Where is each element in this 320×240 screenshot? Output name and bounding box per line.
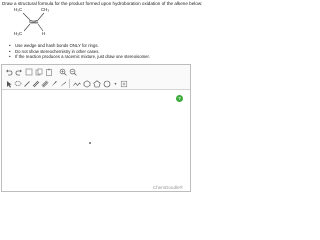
editor-toolbar-top	[2, 65, 190, 79]
bond-triple-icon[interactable]	[40, 79, 49, 88]
toolbar-divider	[69, 79, 70, 88]
molecule-label-top-left: H₃C	[14, 7, 23, 12]
more-tools-icon[interactable]	[119, 79, 128, 88]
editor-toolbar-tools	[2, 78, 190, 90]
chemdoodle-editor	[1, 64, 191, 192]
instruction-item: • Do not show stereochemistry in other cases.	[9, 49, 150, 55]
ring-dropdown-icon[interactable]: ▾	[114, 81, 117, 86]
question-prompt: Draw a structural formula for the product formed upon hydroboration oxidation of the alkene below:	[2, 1, 203, 6]
instructions-list	[9, 43, 150, 60]
paste-icon[interactable]	[44, 67, 53, 76]
help-icon[interactable]: ?	[176, 95, 183, 102]
canvas-center-marker	[89, 142, 91, 144]
molecule-label-center: C═C	[29, 19, 39, 24]
bond-double-icon[interactable]	[31, 79, 40, 88]
molecule-label-bottom-left: H₃C	[14, 31, 23, 36]
alkene-structure	[14, 7, 64, 39]
ring-hexagon-icon[interactable]	[82, 79, 91, 88]
chain-icon[interactable]	[72, 79, 81, 88]
bond-single-icon[interactable]	[22, 79, 31, 88]
instruction-item: • Use wedge and hash bonds ONLY for rings.	[9, 43, 150, 49]
wedge-bond-icon[interactable]	[49, 79, 58, 88]
molecule-label-bottom-right: H	[42, 31, 46, 36]
clear-icon[interactable]	[24, 67, 33, 76]
redo-icon[interactable]	[14, 67, 23, 76]
zoom-out-icon[interactable]	[68, 67, 77, 76]
zoom-in-icon[interactable]	[58, 67, 67, 76]
undo-icon[interactable]	[4, 67, 13, 76]
move-icon[interactable]	[4, 79, 13, 88]
drawing-canvas[interactable]	[2, 90, 190, 193]
molecule-label-top-right: CH₃	[41, 7, 50, 12]
lasso-icon[interactable]	[13, 79, 22, 88]
instruction-item: • If the reaction produces a racemic mixture, just draw one stereoisomer.	[9, 54, 150, 60]
chemdoodle-watermark: ChemDoodle®	[152, 185, 183, 190]
hash-bond-icon[interactable]	[58, 79, 67, 88]
copy-icon[interactable]	[34, 67, 43, 76]
ring-pentagon-icon[interactable]	[92, 79, 101, 88]
ring-circle-icon[interactable]	[102, 79, 111, 88]
